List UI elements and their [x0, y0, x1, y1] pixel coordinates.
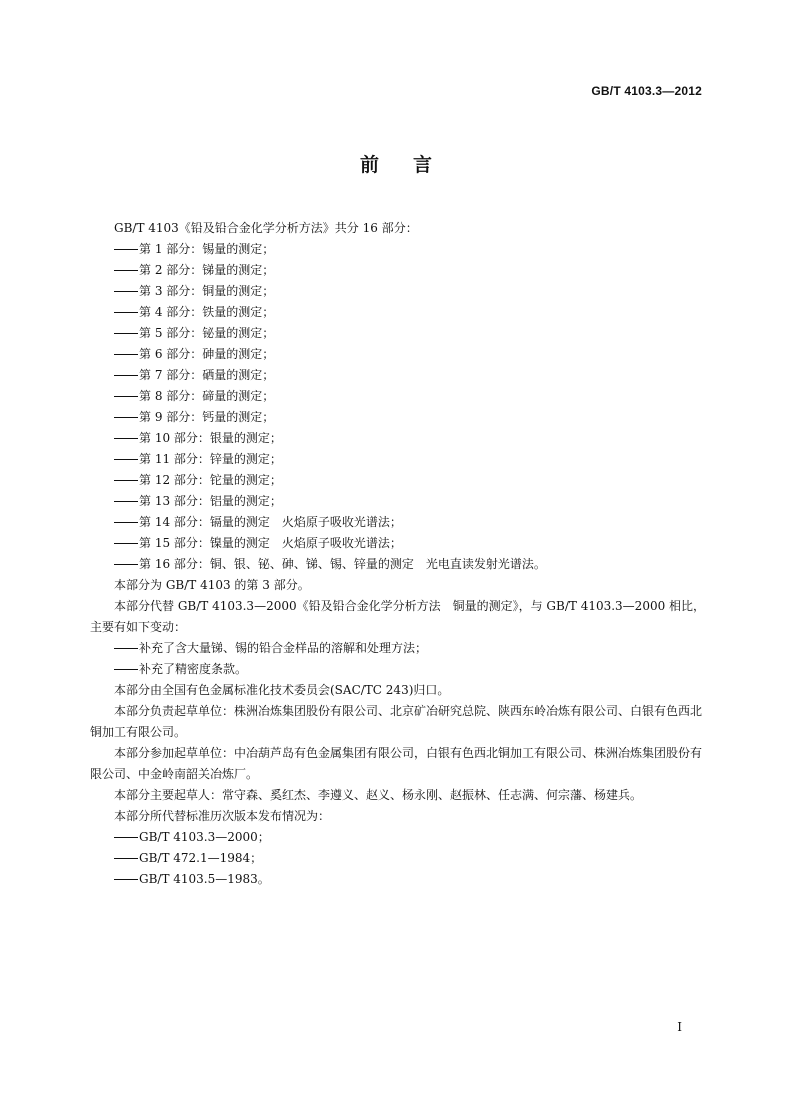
part-item — [90, 533, 706, 554]
part-item — [90, 407, 706, 428]
parts-list — [90, 239, 706, 575]
part-item — [90, 344, 706, 365]
part-item-text: 第 15 部分：镍量的测定 火焰原子吸收光谱法； — [139, 536, 402, 550]
page-title: 前言 — [359, 154, 466, 176]
em-dash-mark — [114, 333, 138, 334]
part-item — [90, 260, 706, 281]
statement-proposed: 本部分由全国有色金属标准化技术委员会(SAC/TC 243)归口。 — [114, 683, 450, 697]
em-dash-mark — [114, 459, 138, 460]
statement-history: 本部分所代替标准历次版本发布情况为： — [114, 809, 331, 823]
history-item — [90, 827, 706, 848]
part-item-text: 第 3 部分：铜量的测定； — [139, 284, 275, 298]
statement-participating-units: 本部分参加起草单位：中冶葫芦岛有色金属集团有限公司，白银有色西北铜加工有限公司、株洲冶炼集团股份有限公司、中金岭南韶关冶炼厂。 — [90, 746, 703, 781]
statement-part: 本部分为 GB/T 4103 的第 3 部分。 — [114, 578, 310, 592]
em-dash-mark — [114, 417, 138, 418]
em-dash-mark — [114, 522, 138, 523]
change-item-text: 补充了精密度条款。 — [139, 662, 248, 676]
part-item-text: 第 9 部分：钙量的测定； — [139, 410, 275, 424]
history-list — [90, 827, 706, 890]
part-item-text: 第 10 部分：银量的测定； — [139, 431, 282, 445]
part-item — [90, 449, 706, 470]
em-dash-mark — [114, 564, 138, 565]
part-item-text: 第 13 部分：铝量的测定； — [139, 494, 282, 508]
part-item — [90, 302, 706, 323]
intro-paragraph: GB/T 4103《铅及铅合金化学分析方法》共分 16 部分： — [114, 221, 418, 235]
part-item — [90, 365, 706, 386]
history-item-text: GB/T 4103.5—1983。 — [139, 872, 270, 886]
statement-replaces: 本部分代替 GB/T 4103.3—2000《铅及铅合金化学分析方法 铜量的测定》，与 GB/T 4103.3—2000 相比，主要有如下变动： — [90, 599, 706, 634]
part-item-text: 第 2 部分：锑量的测定； — [139, 263, 275, 277]
standard-number: GB/T 4103.3—2012 — [591, 84, 702, 98]
part-item — [90, 323, 706, 344]
part-item-text: 第 11 部分：锌量的测定； — [139, 452, 282, 466]
em-dash-mark — [114, 438, 138, 439]
part-item — [90, 491, 706, 512]
em-dash-mark — [114, 480, 138, 481]
part-item — [90, 386, 706, 407]
part-item — [90, 470, 706, 491]
part-item-text: 第 12 部分：铊量的测定； — [139, 473, 282, 487]
em-dash-mark — [114, 879, 138, 880]
em-dash-mark — [114, 648, 138, 649]
em-dash-mark — [114, 858, 138, 859]
part-item-text: 第 14 部分：镉量的测定 火焰原子吸收光谱法； — [139, 515, 402, 529]
em-dash-mark — [114, 375, 138, 376]
foreword-body — [90, 218, 706, 890]
statement-drafters: 本部分主要起草人：常守森、奚红杰、李遵义、赵义、杨永刚、赵振林、任志满、何宗藩、杨建兵。 — [114, 788, 643, 802]
em-dash-mark — [114, 501, 138, 502]
em-dash-mark — [114, 354, 138, 355]
part-item — [90, 512, 706, 533]
em-dash-mark — [114, 312, 138, 313]
part-item — [90, 281, 706, 302]
em-dash-mark — [114, 291, 138, 292]
changes-list — [90, 638, 706, 680]
part-item — [90, 428, 706, 449]
em-dash-mark — [114, 837, 138, 838]
part-item-text: 第 4 部分：铁量的测定； — [139, 305, 275, 319]
part-item-text: 第 1 部分：锡量的测定； — [139, 242, 275, 256]
part-item-text: 第 7 部分：硒量的测定； — [139, 368, 275, 382]
part-item-text: 第 16 部分：铜、银、铋、砷、锑、锡、锌量的测定 光电直读发射光谱法。 — [139, 557, 546, 571]
history-item — [90, 848, 706, 869]
statement-drafting-unit: 本部分负责起草单位：株洲冶炼集团股份有限公司、北京矿冶研究总院、陕西东岭冶炼有限公司、白银有色西北铜加工有限公司。 — [90, 704, 703, 739]
part-item — [90, 239, 706, 260]
em-dash-mark — [114, 249, 138, 250]
em-dash-mark — [114, 270, 138, 271]
change-item — [90, 659, 706, 680]
em-dash-mark — [114, 669, 138, 670]
em-dash-mark — [114, 543, 138, 544]
em-dash-mark — [114, 396, 138, 397]
part-item-text: 第 6 部分：砷量的测定； — [139, 347, 275, 361]
part-item — [90, 554, 706, 575]
part-item-text: 第 8 部分：碲量的测定； — [139, 389, 275, 403]
change-item-text: 补充了含大量锑、锡的铅合金样品的溶解和处理方法； — [139, 641, 428, 655]
change-item — [90, 638, 706, 659]
page-number: I — [677, 1020, 682, 1034]
history-item — [90, 869, 706, 890]
part-item-text: 第 5 部分：铋量的测定； — [139, 326, 275, 340]
history-item-text: GB/T 4103.3—2000； — [139, 830, 270, 844]
history-item-text: GB/T 472.1—1984； — [139, 851, 263, 865]
